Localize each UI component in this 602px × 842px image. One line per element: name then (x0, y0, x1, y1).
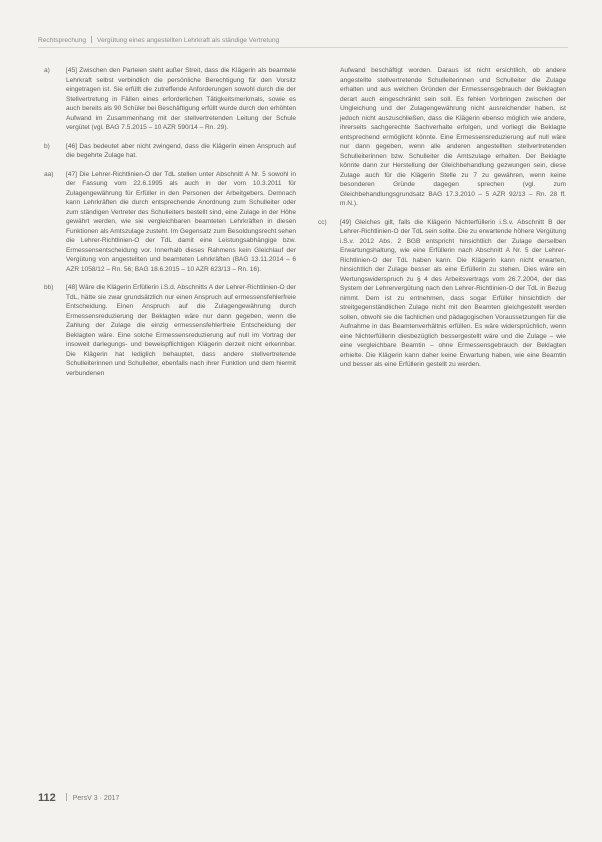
paragraph-label: a) (44, 67, 50, 74)
paragraph-label: aa) (44, 170, 54, 178)
paragraph (318, 218, 566, 370)
paragraph-label (318, 66, 340, 209)
header-title: Vergütung eines angestellten Lehrkraft als ständige Vertretung (97, 37, 280, 44)
paragraph (318, 66, 566, 209)
paragraph (44, 66, 296, 133)
paragraph (44, 170, 296, 275)
paragraph-text: [49] Gleiches gilt, falls die Klägerin Nichterfüllerin i.S.v. Abschnitt B der Lehrer-Richtlinien-O der TdL sein sollte. Die zu erwartende höhere Vergütung i.S.v. 2012 Abs. 2 BGB entspricht hinsichtlich der Zulage derselben Erwartungshaltung, wie eine Erfüllerin nach Abschnitt A Nr. 5 der Lehrer-Richtlinien-O der TdL haben kann. Die Klägerin kann nicht erwarten, hinsichtlich der Zulage besser als eine Erfüllerin zu stehen. Dies wäre ein Wertungswiderspruch zu § 4 des Arbeitsvertrags vom 26.7.2004, der das System der Lehrervergütung nach den Lehrer-Richtlinien-O der TdL in Bezug nimmt. Dem ist zu entnehmen, dass sogar Erfüller hinsichtlich der streitgegenständlichen Zulage nicht mit den Beamten gleichgestellt werden sollen, obwohl sie die fachlichen und pädagogischen Voraussetzungen für die Aufnahme in das Beamtenverhältnis erfüllen. Es wäre widersprüchlich, wenn eine Nichterfüllerin diesbezüglich bessergestellt wäre und die Zulage – wie eine vergleichbare Beamtin – ohne Ermessensgebrauch der Beklagten erhielte. Die Klägerin kann daher keine Erwartung haben, wie eine Beamtin und besser als eine Erfüllerin gestellt zu werden. (340, 218, 566, 368)
paragraph-label: cc) (318, 218, 327, 226)
header-separator (91, 36, 92, 43)
right-column (318, 66, 566, 379)
paragraph (44, 142, 296, 161)
paragraph-label: b) (44, 142, 50, 150)
page-footer (38, 792, 119, 804)
paragraph-text: [48] Wäre die Klägerin Erfüllerin i.S.d. Abschnitts A der Lehrer-Richtlinien-O der TdL, hätte sie zwar grundsätzlich nur einen Anspruch auf ermessensfehlerfreie Entscheidung. Einen Anspruch auf die Zulagengewährung durch Ermessensreduzierung der Beklagten wäre nur dann gegeben, wenn die Zahlung der Zulage die einzig ermessensfehlerfreie Entscheidung der Beklagten wäre. Eine solche Ermessensreduzierung auf null im Vortrag der insoweit darlegungs- und beweispflichtigen Klägerin derzeit nicht erkennbar. Die Klägerin hat lediglich behauptet, dass andere stellvertretende Schulleiterinnen und Schulleiter, ebenfalls nach ihrer Funktion und dem hiermit verbundenen (66, 284, 296, 377)
running-header (38, 36, 578, 44)
page-number: 112 (38, 792, 56, 804)
paragraph (44, 283, 296, 378)
header-rule (38, 47, 568, 48)
issue-label: PersV 3 · 2017 (72, 795, 120, 802)
paragraph-text: [46] Das bedeutet aber nicht zwingend, dass die Klägerin einen Anspruch auf die begehrte Zulage hat. (66, 142, 296, 159)
paragraph-text: Aufwand beschäftigt worden. Daraus ist nicht ersichtlich, ob andere angestellte stellvertretende Schulleiterinnen und Schulleiter die Zulage erhalten und aus welchen Gründen der Ermessensgebrauch der Beklagten derart auch eingeschränkt sein soll. Es fehlen Vorbringen zwischen der Ungleichung und der Zulagengewährung nicht ausreichender haben, ist jedoch nicht auszuschließen, dass die Klägerin ebenso möglich wie andere, ihrerseits sachgerechte Sachverhalte erfolgen, und vorliegt die Beklagte entsprechend ermöglicht könnte. Eine Ermessensreduzierung auf null wäre nur dann gegeben, wenn alle anderen angestellten stellvertretenden Schulleiterinnen bzw. Schulleiter die Amtszulage erhalten. Der Beklagte könnte dann zur Herstellung der Gleichbehandlung gezwungen sein, diese Zulage auch für die Klägerin Stelle zu 7 zu gewähren, wenn keine besonderen Gründe dagegen sprechen (vgl. zum Gleichbehandlungsgrundsatz BAG 17.3.2010 – 5 AZR 92/13 – Rn. 28 ff. m.N.). (340, 67, 566, 207)
paragraph-text: [45] Zwischen den Parteien steht außer Streit, dass die Klägerin als beamtete Lehrkraft selbst verbindlich die persönliche Berechtigung für den Vorsitz eingetragen ist. Sie erfüllt die zutreffende Anforderungen sowohl durch die der Stellvertretung in Fällen eines erforderlichen Tätigkeitsmerkmals, sowie es auch bereits als 90 Schüler bei Beschäftigung erfüllt wurde durch den erhöhten Aufwand im Zusammenhang mit der stellvertretenden Leitung der Schule vergütet (vgl. BAG 7.5.2015 – 10 AZR 590/14 – Rn. 29). (66, 67, 296, 131)
paragraph-text: [47] Die Lehrer-Richtlinien-O der TdL stellen unter Abschnitt A Nr. 5 sowohl in der Fassung vom 22.6.1995 als auch in der vom 10.3.2011 für Zulagengewährung für Erfüller in den Personen der Arbeitgebers. Demnach kann Lehrkräften die durch entsprechende Anordnung zum Schulleiter oder zum ständigen Vertreter des Schulleiters bestellt sind, eine Zulage in der Höhe gewährt werden, wie sie vergleichbaren beamteten Lehrkräften in diesen Funktionen als Amtszulage zusteht. Im Gegensatz zum Besoldungsrecht sehen die Lehrer-Richtlinien-O der TdL damit eine Leistungsabhängige bzw. Ermessensentscheidung vor. Innerhalb dieses Rahmens kein Gleichlauf der Vergütung von angestellten und beamteten Lehrkräften (BAG 13.11.2014 – 6 AZR 1058/12 – Rn. 56; BAG 18.6.2015 – 10 AZR 623/13 – Rn. 16). (66, 170, 296, 273)
header-section: Rechtsprechung (38, 37, 87, 44)
paragraph-label: bb) (44, 284, 54, 291)
left-column (44, 66, 296, 387)
footer-separator (66, 793, 67, 801)
